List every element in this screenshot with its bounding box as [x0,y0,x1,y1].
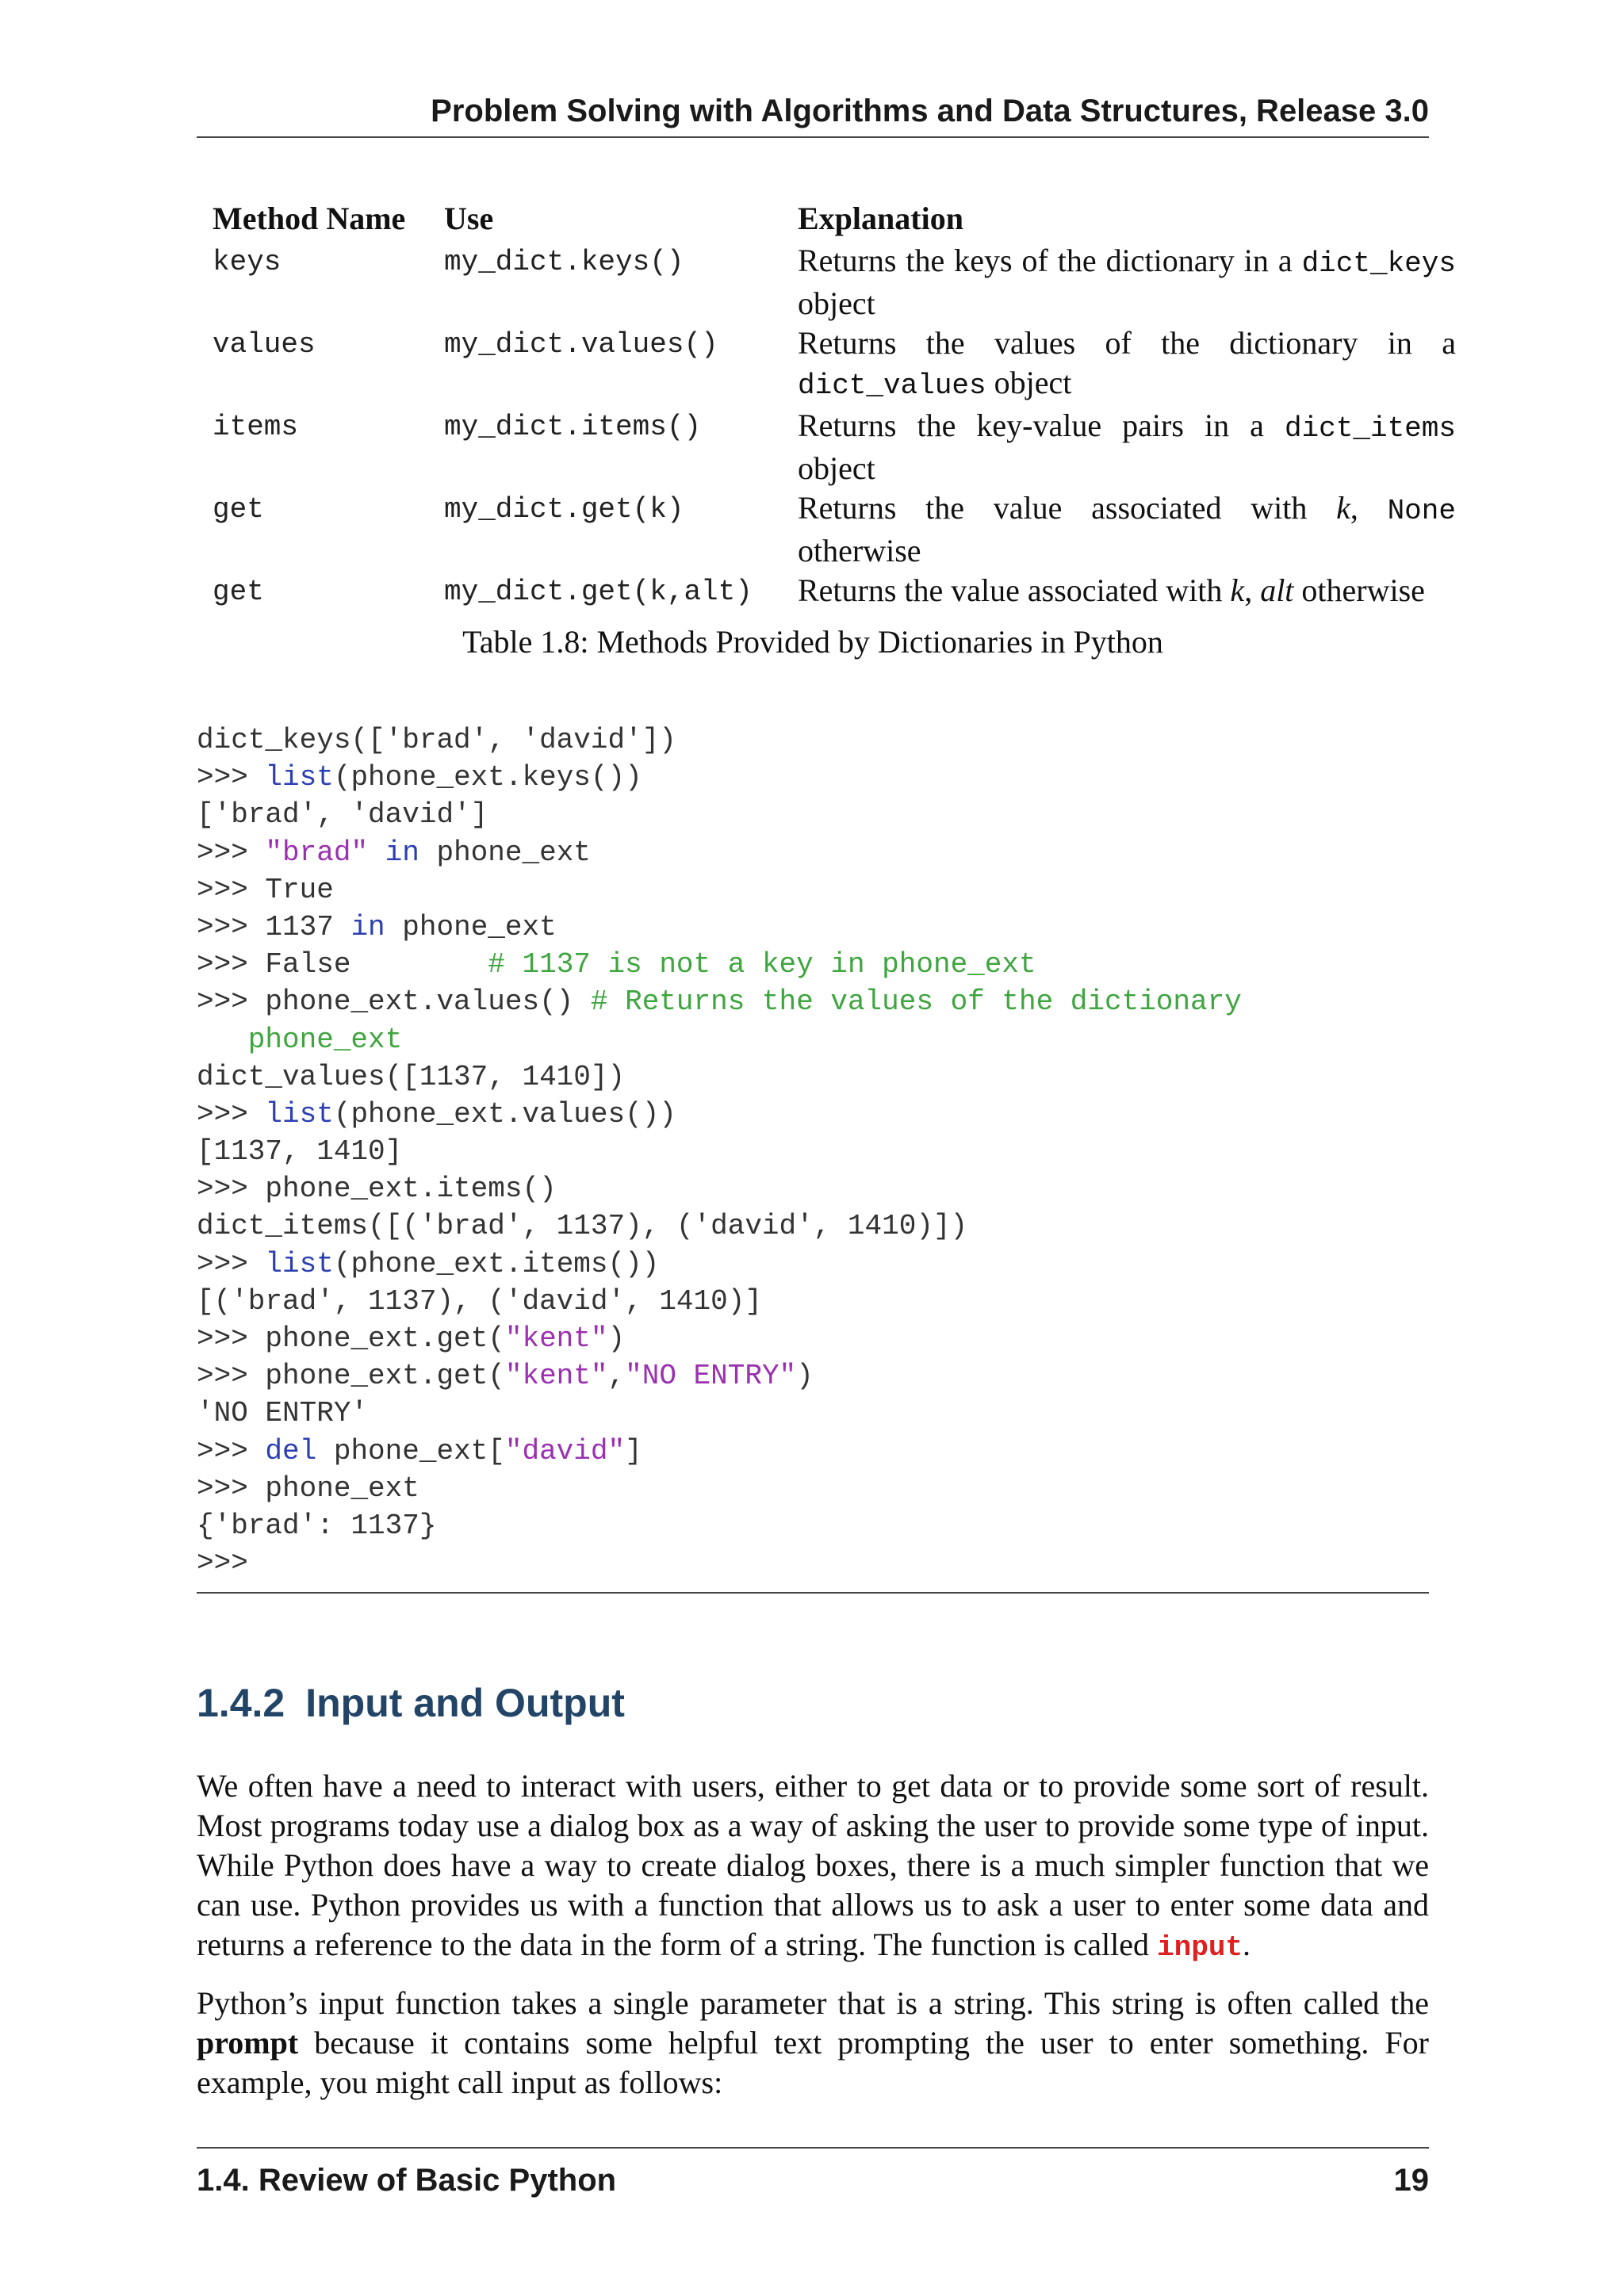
code-keyword: in [385,836,419,869]
code-text: (phone_ext.keys()) [333,761,642,794]
explanation-text: object [986,365,1072,400]
page-number: 19 [1393,2163,1429,2198]
code-line [197,1544,1429,1582]
table-header-row [197,197,1472,241]
explanation-text: otherwise [1293,572,1425,608]
code-line [197,871,1429,909]
prompt-marker: >>> [197,985,266,1019]
method-use-cell: my_dict.items() [444,411,702,443]
code-text: , [607,1360,626,1393]
explanation-separator: , [1350,490,1388,526]
footer-section-title: 1.4. Review of Basic Python [197,2163,617,2198]
explanation-text: Returns the values of the dictionary in a [798,325,1456,361]
explanation-code: dict_keys [1301,247,1456,280]
prompt-marker: >>> [197,1471,266,1505]
code-line [197,1096,1429,1133]
explanation-code: dict_items [1284,412,1456,445]
section-number: 1.4.2 [197,1681,285,1725]
code-line [197,1507,1429,1544]
prompt-marker: >>> [197,948,266,982]
code-comment: phone_ext [197,1023,403,1056]
page-footer [197,2147,1429,2212]
code-line [197,1058,1429,1096]
table-row [197,241,1472,323]
explanation-math-var: alt [1260,572,1294,608]
code-text: ] [625,1434,642,1468]
code-output: 'NO ENTRY' [197,1397,369,1430]
explanation-text: object [798,450,875,486]
code-text: False [265,948,488,982]
prompt-marker: >>> [197,1360,266,1393]
code-line [197,909,1429,946]
column-header-method-name: Method Name [213,201,406,236]
code-string: "david" [504,1434,626,1468]
code-builtin: list [265,1247,334,1280]
code-text: ) [796,1360,814,1393]
prompt-marker: >>> [197,1434,266,1468]
method-explanation-cell [782,241,1472,323]
explanation-separator: , [1244,572,1261,608]
method-explanation-cell [782,488,1472,571]
code-text: (phone_ext.values()) [333,1097,676,1131]
code-line [197,1021,1429,1058]
section-title-text: Input and Output [305,1681,625,1725]
method-explanation-cell [782,323,1472,406]
column-header-explanation: Explanation [798,201,963,236]
method-name-cell: get [213,576,264,608]
code-builtin: list [265,761,334,794]
code-line [197,1357,1429,1395]
paragraph-text: Python’s input function takes a single parameter that is a string. This string is often called the [197,1985,1429,2021]
code-line [197,1133,1429,1170]
code-text: phone_ext [265,1471,419,1505]
bold-term-prompt: prompt [197,2025,299,2061]
method-explanation-cell [782,406,1472,488]
code-block [197,721,1429,1594]
methods-table [197,197,1472,612]
paragraph-prompt [197,1984,1429,2103]
code-text: phone_ext [385,910,557,943]
explanation-math-var: k [1230,572,1245,608]
paragraph-text: because it contains some helpful text prompting the user to enter something. For example, you might call input as follows: [197,2025,1429,2100]
code-line [197,1320,1429,1357]
code-line [197,1246,1429,1283]
prompt-marker: >>> [197,1547,248,1580]
table-caption: Table 1.8: Methods Provided by Dictionaries in Python [462,624,1163,660]
code-string: "brad" [265,836,369,869]
method-use-cell: my_dict.get(k,alt) [444,576,753,608]
code-text: phone_ext.get( [265,1360,505,1393]
code-line [197,721,1429,759]
paragraph-intro [197,1766,1429,1968]
code-output: {'brad': 1137} [197,1509,437,1542]
code-line [197,983,1429,1020]
code-line [197,759,1429,796]
explanation-math-var: k [1336,490,1350,526]
code-text: phone_ext [419,836,591,869]
code-line [197,1170,1429,1207]
code-string: "kent" [504,1322,608,1355]
explanation-text: Returns the key-value pairs in a [798,408,1285,443]
code-output: [1137, 1410] [197,1135,403,1169]
code-output: [('brad', 1137), ('david', 1410)] [197,1284,762,1318]
code-text: ) [607,1322,626,1355]
code-output: dict_keys(['brad', 'david']) [197,724,676,756]
paragraph-text: We often have a need to interact with users, either to get data or to provide some sort of result. Most programs today use a dialog box as a way of asking the user to provide some type of input. While Python does have a way to create dialog boxes, there is a much simpler function that we can use. Python provides us with a function that allows us to ask a user to enter some data and returns a reference to the data in the form of a string. The function is called [197,1768,1429,1962]
prompt-marker: >>> [197,761,266,794]
code-text: 1137 [265,910,351,943]
prompt-marker: >>> [197,1173,266,1206]
method-explanation-cell [782,571,1472,612]
column-header-use: Use [444,201,494,236]
code-text: phone_ext.items() [265,1173,557,1206]
explanation-text: otherwise [798,533,921,568]
table-row [197,488,1472,571]
inline-code-input: input [1157,1931,1243,1964]
code-line [197,1395,1429,1432]
code-keyword: in [350,910,385,943]
running-title: Problem Solving with Algorithms and Data Structures, Release 3.0 [431,94,1429,128]
page-header [197,89,1429,138]
code-text: True [265,873,334,906]
code-comment: # 1137 is not a key in phone_ext [488,948,1036,982]
code-text: phone_ext.get( [265,1322,505,1355]
explanation-code: dict_values [798,369,986,402]
prompt-marker: >>> [197,1247,266,1280]
code-text: phone_ext[ [316,1434,505,1468]
method-name-cell: keys [213,246,282,278]
table-row [197,571,1472,612]
prompt-marker: >>> [197,910,266,943]
table-row [197,406,1472,488]
method-name-cell: items [213,411,299,443]
method-use-cell: my_dict.get(k) [444,493,684,526]
explanation-text: object [798,285,875,321]
code-builtin: list [265,1097,334,1131]
method-name-cell: values [213,328,316,361]
code-output: dict_values([1137, 1410]) [197,1060,626,1093]
code-line [197,1433,1429,1470]
paragraph-text: . [1243,1927,1251,1962]
code-output: dict_items([('brad', 1137), ('david', 1410)]) [197,1210,968,1243]
method-use-cell: my_dict.values() [444,328,718,361]
prompt-marker: >>> [197,873,266,906]
code-string: "NO ENTRY" [625,1360,797,1393]
prompt-marker: >>> [197,1322,266,1355]
code-line [197,1470,1429,1507]
method-use-cell: my_dict.keys() [444,246,684,278]
code-line [197,834,1429,871]
explanation-code: None [1387,495,1456,527]
explanation-text: Returns the keys of the dictionary in a [798,243,1302,278]
code-line [197,1207,1429,1245]
explanation-text: Returns the value associated with [798,572,1231,608]
code-line [197,1283,1429,1320]
code-string: "kent" [504,1360,608,1393]
explanation-text: Returns the value associated with [798,490,1337,526]
prompt-marker: >>> [197,836,266,869]
code-output: ['brad', 'david'] [197,798,488,832]
table-row [197,323,1472,406]
method-name-cell: get [213,493,264,526]
code-comment: # Returns the values of the dictionary [590,985,1242,1019]
code-text: (phone_ext.items()) [333,1247,660,1280]
code-line [197,796,1429,833]
code-text: phone_ext.values() [265,985,591,1019]
section-heading [197,1671,625,1735]
prompt-marker: >>> [197,1097,266,1131]
code-line [197,946,1429,983]
code-keyword: del [265,1434,317,1468]
